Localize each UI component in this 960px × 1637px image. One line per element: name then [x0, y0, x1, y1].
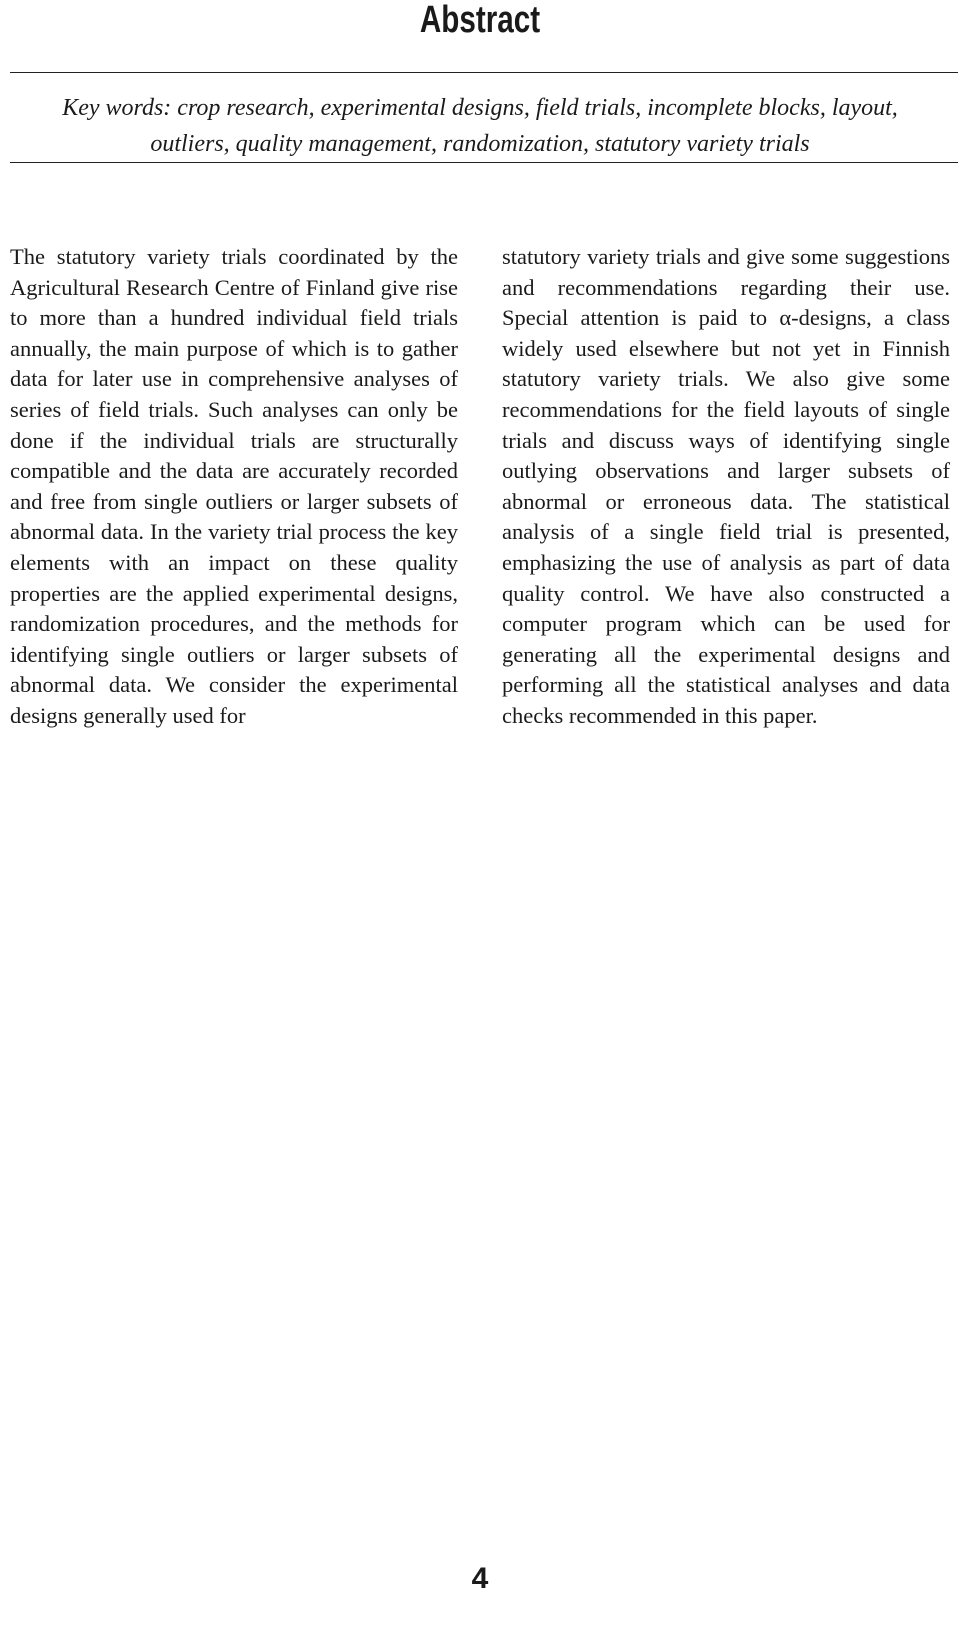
keywords: Key words: crop research, experimental designs, field trials, incomplete blocks, layout, outliers, quality management, randomization, statutory variety trials — [62, 95, 898, 157]
page-number: 4 — [471, 1562, 489, 1595]
abstract-column-right: statutory variety trials and give some suggestions and recommendations regarding their use. Special attention is paid to α-designs, a class widely used elsewhere but not yet in Finnish statutory variety trials. We also give some recommendations for the field layouts of single trials and discuss ways of identifying single outlying observations and larger subsets of abnormal or erroneous data. The statistical analysis of a single field trial is presented, emphasizing the use of analysis as part of data quality control. We have also constructed a computer program which can be used for generating all the experimental designs and performing all the statistical analyses and data checks recommended in this paper. — [502, 244, 950, 728]
keywords-bottom-rule — [10, 162, 958, 163]
abstract-column-left: The statutory variety trials coordinated by the Agricultural Research Centre of Finland give rise to more than a hundred individual field trials annually, the main purpose of which is to gather data for later use in comprehensive analyses of series of field trials. Such analyses can only be done if the individual trials are structurally compatible and the data are accurately recorded and free from single outliers or larger subsets of abnormal data. In the variety trial process the key elements with an impact on these quality properties are the applied experimental designs, randomization procedures, and the methods for identifying single outliers or larger subsets of abnormal data. We consider the experimental designs generally used for — [10, 244, 458, 728]
page-title: Abstract — [419, 0, 541, 41]
keywords-top-rule — [10, 72, 958, 73]
